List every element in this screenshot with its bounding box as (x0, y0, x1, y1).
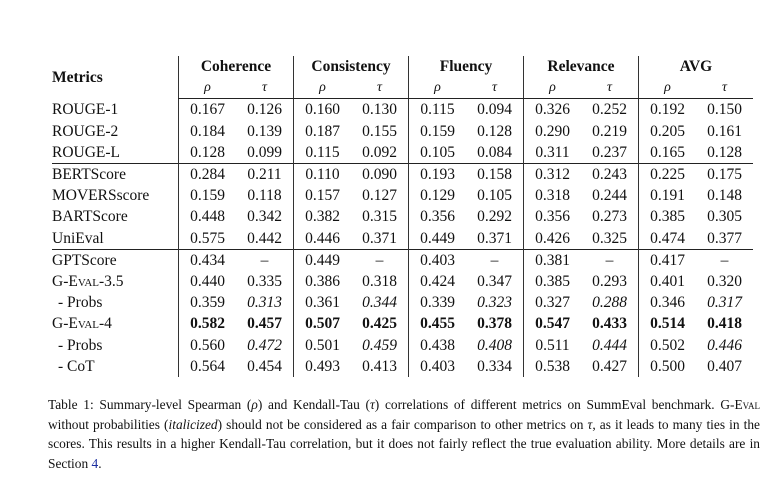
caption-text: ) and Kendall-Tau ( (257, 397, 370, 412)
value-cell: 0.560 (179, 335, 237, 356)
value-cell: 0.126 (247, 101, 282, 119)
value-cell: 0.507 (294, 313, 352, 334)
caption-text: , as it leads to many ties in the scores. This results in a higher Kendall-Tau correlation, but it does not fairly reflect the true evaluation ability. More details are in Section (48, 416, 760, 471)
rho-header: ρ (639, 77, 697, 99)
value-cell: 0.511 (524, 335, 582, 356)
caption-text: . (98, 455, 102, 471)
metric-name: BARTScore (52, 208, 128, 226)
table-row (52, 164, 753, 186)
value-cell: 0.442 (247, 229, 282, 247)
value-cell: 0.243 (581, 164, 639, 186)
rho-header: ρ (409, 77, 467, 99)
table-row (52, 206, 753, 227)
value-cell: 0.187 (294, 121, 352, 142)
value-cell: 0.244 (592, 187, 627, 205)
caption-tau: τ (369, 397, 375, 412)
value-cell: 0.323 (477, 294, 512, 312)
table-row (52, 271, 753, 292)
metric-name: - Probs (58, 336, 103, 354)
value-cell: 0.434 (179, 249, 237, 271)
value-cell: 0.128 (707, 143, 742, 161)
value-cell: 0.191 (639, 185, 697, 206)
caption-text: without probabilities ( (48, 416, 169, 432)
value-cell: 0.192 (639, 99, 697, 121)
value-cell: 0.564 (179, 356, 237, 377)
value-cell: 0.128 (477, 122, 512, 140)
value-cell: 0.426 (524, 228, 582, 250)
value-cell: 0.159 (409, 121, 467, 142)
value-cell: 0.318 (524, 185, 582, 206)
value-cell: 0.403 (409, 249, 467, 271)
metric-name: ROUGE-1 (52, 101, 119, 119)
value-cell: 0.427 (592, 357, 627, 375)
section-link[interactable]: 4 (91, 455, 99, 471)
table-row (52, 249, 753, 271)
value-cell: 0.377 (707, 229, 742, 247)
value-cell: 0.193 (409, 164, 467, 186)
value-cell: 0.211 (236, 164, 294, 186)
value-cell: 0.237 (592, 143, 627, 161)
value-cell: 0.312 (524, 164, 582, 186)
value-cell: 0.305 (707, 208, 742, 226)
value-cell: 0.403 (409, 356, 467, 377)
table-row (52, 142, 753, 164)
value-cell: 0.155 (362, 122, 397, 140)
value-cell: 0.284 (179, 164, 237, 186)
value-cell: 0.514 (639, 313, 697, 334)
value-cell: 0.094 (477, 101, 512, 119)
value-cell: 0.449 (294, 249, 352, 271)
caption-tau: τ (587, 416, 593, 432)
table-row (52, 228, 753, 250)
group-header-relevance: Relevance (524, 56, 639, 77)
table-row (52, 121, 753, 142)
table-row (52, 99, 753, 121)
value-cell: 0.459 (362, 336, 397, 354)
value-cell: 0.292 (477, 208, 512, 226)
value-cell: 0.371 (477, 229, 512, 247)
value-cell: 0.167 (179, 99, 237, 121)
value-cell: – (236, 249, 294, 271)
metric-name: G-Eval-4 (52, 315, 112, 333)
value-cell: 0.320 (707, 273, 742, 291)
value-cell: 0.311 (524, 142, 582, 164)
value-cell: 0.438 (409, 335, 467, 356)
value-cell: 0.408 (477, 336, 512, 354)
value-cell: 0.344 (362, 294, 397, 312)
value-cell: 0.090 (351, 164, 409, 186)
value-cell: 0.318 (362, 273, 397, 291)
value-cell: 0.361 (294, 292, 352, 313)
value-cell: 0.317 (707, 294, 742, 312)
value-cell: 0.385 (639, 206, 697, 227)
value-cell: 0.449 (409, 228, 467, 250)
tau-header: τ (696, 77, 753, 99)
rho-header: ρ (179, 77, 237, 99)
metric-name: ROUGE-2 (52, 122, 119, 140)
value-cell: – (696, 249, 753, 271)
group-header-coherence: Coherence (179, 56, 294, 77)
metric-name: GPTScore (52, 249, 179, 271)
value-cell: 0.115 (294, 142, 352, 164)
value-cell: 0.500 (639, 356, 697, 377)
rho-header: ρ (294, 77, 352, 99)
results-table (52, 56, 753, 377)
value-cell: 0.446 (707, 336, 742, 354)
value-cell: 0.440 (179, 271, 237, 292)
value-cell: 0.455 (409, 313, 467, 334)
value-cell: 0.148 (707, 187, 742, 205)
caption-geval: G-Eval (720, 397, 760, 412)
value-cell: 0.501 (294, 335, 352, 356)
value-cell: 0.184 (179, 121, 237, 142)
metric-name: BERTScore (52, 164, 179, 186)
value-cell: 0.339 (409, 292, 467, 313)
value-cell: 0.446 (294, 228, 352, 250)
caption-text: ) correlations of different metrics on SummEval benchmark. (374, 397, 721, 412)
value-cell: 0.313 (247, 294, 282, 312)
metric-name: - CoT (58, 357, 95, 375)
value-cell: – (466, 249, 524, 271)
value-cell: 0.129 (409, 185, 467, 206)
table-row (52, 313, 753, 334)
value-cell: 0.084 (477, 143, 512, 161)
value-cell: 0.347 (477, 273, 512, 291)
value-cell: 0.158 (466, 164, 524, 186)
group-header-consistency: Consistency (294, 56, 409, 77)
value-cell: 0.225 (639, 164, 697, 186)
value-cell: 0.157 (294, 185, 352, 206)
rho-header: ρ (524, 77, 582, 99)
caption-text: Table 1: Summary-level Spearman ( (48, 397, 252, 412)
value-cell: 0.219 (592, 122, 627, 140)
value-cell: 0.105 (477, 187, 512, 205)
value-cell: – (351, 249, 409, 271)
table-row (52, 185, 753, 206)
value-cell: 0.326 (524, 99, 582, 121)
tau-header: τ (466, 77, 524, 99)
value-cell: 0.252 (592, 101, 627, 119)
value-cell: 0.139 (247, 122, 282, 140)
metric-name: - Probs (58, 294, 103, 312)
value-cell: 0.413 (362, 357, 397, 375)
value-cell: 0.290 (524, 121, 582, 142)
value-cell: 0.346 (639, 292, 697, 313)
value-cell: 0.457 (247, 315, 282, 333)
value-cell: 0.433 (592, 315, 627, 333)
value-cell: 0.205 (639, 121, 697, 142)
value-cell: 0.327 (524, 292, 582, 313)
table-row (52, 335, 753, 356)
value-cell: 0.474 (639, 228, 697, 250)
value-cell: 0.385 (524, 271, 582, 292)
value-cell: 0.381 (524, 249, 582, 271)
metrics-header: Metrics (52, 68, 103, 86)
value-cell: 0.334 (477, 357, 512, 375)
value-cell: 0.378 (477, 315, 512, 333)
value-cell: 0.356 (409, 206, 467, 227)
value-cell: 0.118 (247, 187, 282, 205)
metric-name: ROUGE-L (52, 143, 121, 161)
value-cell: 0.493 (294, 356, 352, 377)
table-row (52, 356, 753, 377)
value-cell: 0.582 (179, 313, 237, 334)
value-cell: 0.165 (639, 142, 697, 164)
value-cell: 0.472 (247, 336, 282, 354)
caption-rho: ρ (251, 397, 258, 412)
value-cell: 0.110 (294, 164, 352, 186)
value-cell: 0.092 (362, 143, 397, 161)
value-cell: 0.161 (707, 122, 742, 140)
value-cell: 0.130 (362, 101, 397, 119)
value-cell: 0.418 (707, 315, 742, 333)
value-cell: 0.502 (639, 335, 697, 356)
value-cell: 0.454 (247, 357, 282, 375)
header-row-groups (52, 56, 753, 77)
value-cell: 0.293 (592, 273, 627, 291)
metric-name: MOVERSscore (52, 187, 150, 205)
value-cell: 0.273 (592, 208, 627, 226)
value-cell: 0.386 (294, 271, 352, 292)
value-cell: 0.315 (362, 208, 397, 226)
tau-header: τ (351, 77, 409, 99)
value-cell: 0.401 (639, 271, 697, 292)
value-cell: 0.575 (179, 228, 237, 250)
tau-header: τ (236, 77, 294, 99)
value-cell: 0.382 (294, 206, 352, 227)
value-cell: 0.417 (639, 249, 697, 271)
value-cell: 0.425 (362, 315, 397, 333)
value-cell: 0.371 (362, 229, 397, 247)
value-cell: 0.424 (409, 271, 467, 292)
caption-text: ) should not be considered as a fair comparison to other metrics on (217, 416, 588, 432)
value-cell: 0.175 (696, 164, 753, 186)
value-cell: 0.547 (524, 313, 582, 334)
group-header-avg: AVG (639, 56, 754, 77)
value-cell: 0.128 (179, 142, 237, 164)
value-cell: 0.444 (592, 336, 627, 354)
value-cell: 0.099 (247, 143, 282, 161)
metric-name: G-Eval-3.5 (52, 273, 124, 291)
value-cell: 0.407 (707, 357, 742, 375)
value-cell: 0.448 (179, 206, 237, 227)
value-cell: 0.538 (524, 356, 582, 377)
value-cell: 0.159 (179, 185, 237, 206)
value-cell: 0.288 (592, 294, 627, 312)
table-row (52, 292, 753, 313)
value-cell: 0.115 (409, 99, 467, 121)
value-cell: 0.150 (707, 101, 742, 119)
value-cell: 0.356 (524, 206, 582, 227)
value-cell: 0.325 (592, 229, 627, 247)
value-cell: 0.127 (362, 187, 397, 205)
table-caption (48, 395, 760, 473)
tau-header: τ (581, 77, 639, 99)
group-header-fluency: Fluency (409, 56, 524, 77)
value-cell: 0.105 (409, 142, 467, 164)
value-cell: 0.160 (294, 99, 352, 121)
value-cell: – (581, 249, 639, 271)
value-cell: 0.335 (247, 273, 282, 291)
value-cell: 0.342 (247, 208, 282, 226)
value-cell: 0.359 (179, 292, 237, 313)
caption-italicized: italicized (168, 416, 218, 432)
metric-name: UniEval (52, 229, 104, 247)
